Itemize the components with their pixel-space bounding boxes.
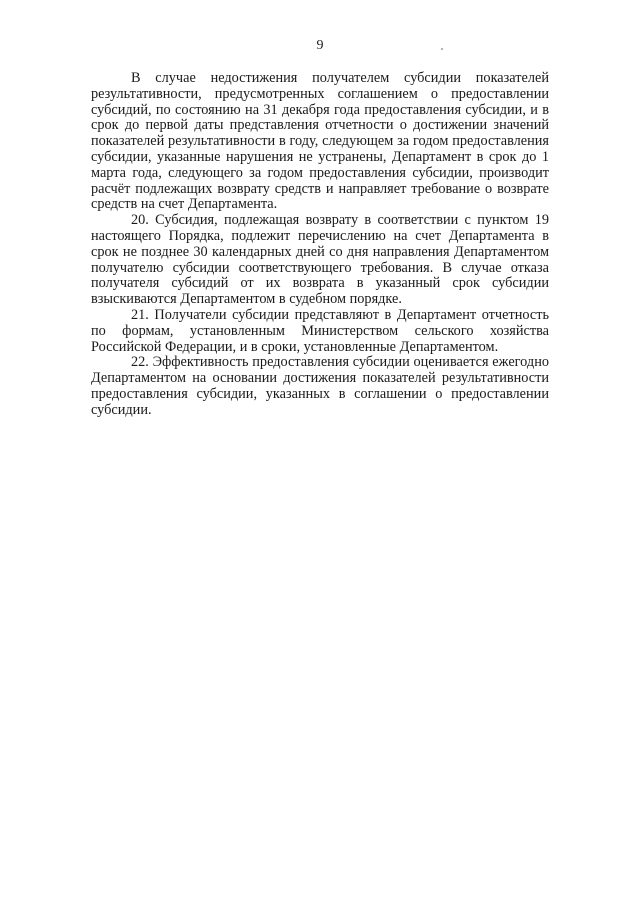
paragraph-20: 20. Субсидия, подлежащая возврату в соответствии с пунктом 19 настоящего Порядка, подлежит перечислению на счет Департамента в срок не позднее 30 календарных дней со дня направления Департаментом получателю субсидии соответствующего требования. В случае отказа получателя субсидий от их возврата в указанный срок субсидии взыскиваются Департаментом в судебном порядке. — [91, 212, 549, 308]
paragraph-21: 21. Получатели субсидии представляют в Департамент отчетность по формам, установленным Министерством сельского хозяйства Российской Федерации, и в сроки, установленные Департаментом. — [91, 306, 549, 355]
paragraph-22: 22. Эффективность предоставления субсидии оценивается ежегодно Департаментом на основании достижения показателей результативности предоставления субсидии, указанных в соглашении о предоставлении субсидии. — [91, 354, 549, 418]
page-number: 9 — [316, 38, 324, 53]
document-body — [91, 71, 549, 419]
paragraph-repayment-conditions: В случае недостижения получателем субсидии показателей результативности, предусмотренных соглашением о предоставлении субсидий, по состоянию на 31 декабря года предоставления субсидии, и в срок до первой даты представления отчетности о достижении значений показателей результативности в году, следующем за годом предоставления субсидии, указанные нарушения не устранены, Департамент в срок до 1 марта года, следующего за годом предоставления субсидии, производит расчёт подлежащих возврату средств и направляет требование о возврате средств на счет Департамента. — [91, 70, 549, 213]
scan-speck — [441, 48, 443, 50]
